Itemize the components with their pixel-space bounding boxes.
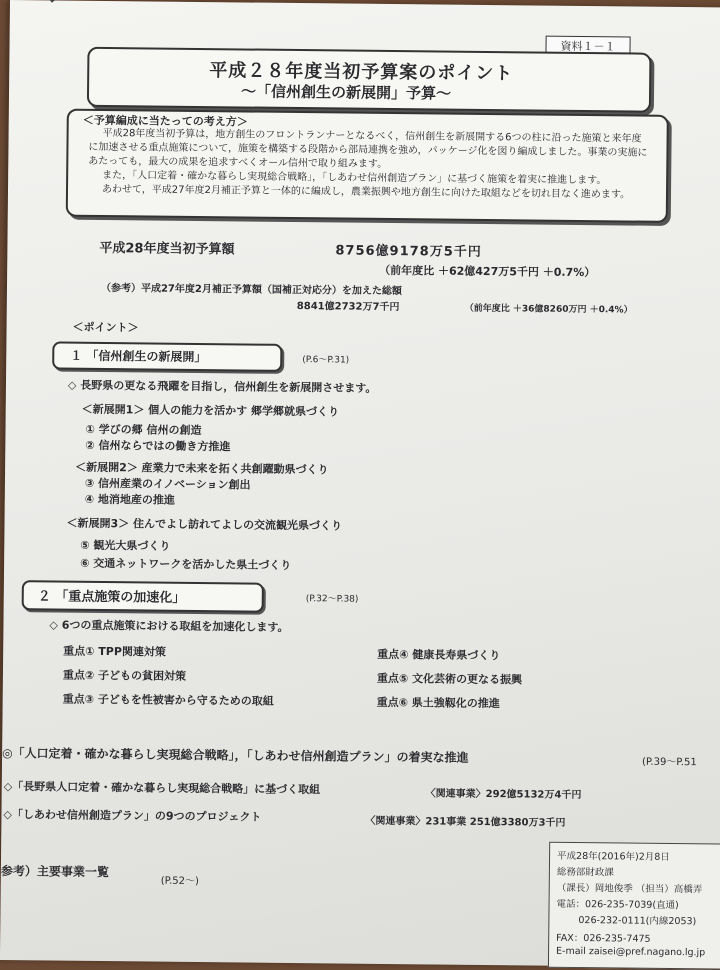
appendix-pages: (P.52～): [160, 875, 200, 888]
reference-label: （参考）平成27年度2月補正予算額（国補正対応分）を加えた総額: [100, 282, 402, 298]
expansion-3-heading: ＜新展開3＞ 住んでよし訪れてよしの交流観光県づくり: [66, 516, 343, 533]
expansion-3-item-1: ⑤ 観光大県づくり: [80, 538, 171, 553]
expansion-2-heading: ＜新展開2＞ 産業力で未来を拓く共創躍動県づくり: [75, 460, 329, 477]
section3-row-1-related: 〈関連事業〉292億5132万4千円: [425, 788, 582, 802]
contact-email: E-mail zaisei@pref.nagano.lg.jp: [556, 945, 706, 959]
contact-dept: 総務部財政課: [556, 866, 614, 879]
basis-paragraph-1: 平成28年度当初予算は，地方創生のフロントランナーとなるべく，信州創生を新展開する6つの柱に沿った施策と来年度に加速させる重点施策について，施策を構築する段階から部局連携を強め，パッケージ化を図り編成しました。事業の実施にあたっても，最大の成果を追求すべくオール信州で取り組みます。: [88, 127, 648, 170]
budget-label: 平成28年度当初予算額: [99, 240, 235, 258]
contact-phone: 電話：026-235-7039(直通): [556, 898, 679, 912]
appendix-title: 参考）主要事業一覧: [0, 863, 109, 880]
reference-value: 8841億2732万7千円: [296, 301, 400, 314]
section3-pages: (P.39～P.51: [641, 756, 697, 769]
section3-row-1: ◇「長野県人口定着・確かな暮らし実現総合戦略」に基づく取組: [3, 779, 321, 797]
expansion-1-item-1: ① 学びの郷 信州の創造: [85, 422, 202, 438]
priority-5: 重点⑤ 文化芸術の更なる振興: [376, 671, 523, 687]
reference-ratio: （前年度比 ＋36億8260万円 ＋0.4%）: [464, 303, 633, 316]
contact-persons: （課長）岡地俊季 （担当）高橋弄: [556, 882, 703, 896]
section1-title: １ 「信州創生の新展開」: [70, 348, 207, 365]
expansion-2-item-2: ④ 地消地産の推進: [84, 492, 175, 507]
section2-intro: ◇ 6つの重点施策における取組を加速化します。: [49, 618, 289, 634]
priority-3: 重点③ 子どもを性被害から守るための取組: [62, 692, 274, 708]
section1-pages: (P.6～P.31): [302, 355, 350, 366]
priority-4: 重点④ 健康長寿県づくり: [377, 647, 501, 663]
basis-heading: ＜予算編成に当たっての考え方＞: [82, 113, 248, 129]
contact-date: 平成28年(2016年)2月8日: [557, 850, 670, 863]
doc-number-badge: 資料１－１: [545, 36, 630, 57]
contact-fax: FAX：026-235-7475: [556, 932, 651, 945]
priority-1: 重点① TPP関連対策: [63, 644, 167, 659]
pen-mark: [50, 0, 74, 3]
basis-paragraph-2: また，「人口定着・確かな暮らし実現総合戦略」，「しあわせ信州創造プラン」に基づく施策を着実に推進します。: [102, 169, 607, 187]
section3-title: ◎「人口定着・確かな暮らし実現総合戦略」，「しあわせ信州創造プラン」の着実な推進: [2, 745, 469, 765]
points-heading: ＜ポイント＞: [72, 320, 139, 335]
section2-title: ２ 「重点施策の加速化」: [37, 589, 186, 606]
page-title: 平成２８年度当初予算案のポイント: [209, 60, 514, 85]
expansion-1-heading: ＜新展開1＞ 個人の能力を活かす 郷学郷就県づくり: [81, 402, 340, 419]
section2-pages: (P.32～P.38): [305, 594, 359, 605]
priority-2: 重点② 子どもの貧困対策: [62, 668, 187, 683]
expansion-1-item-2: ② 信州ならではの働き方推進: [85, 438, 231, 454]
budget-value: 8756億9178万5千円: [335, 243, 482, 260]
page-subtitle: ～「信州創生の新展開」予算～: [240, 82, 452, 103]
expansion-2-item-1: ③ 信州産業のイノベーション創出: [84, 476, 251, 492]
basis-paragraph-3: あわせて，平成27年度2月補正予算と一体的に編成し，農業振興や地方創生に向けた取組などを切れ目なく進めます。: [101, 183, 631, 201]
section3-row-2-related: 〈関連事業〉231事業 251億3380万3千円: [365, 815, 566, 829]
section3-row-2: ◇「しあわせ信州創造プラン」の9つのプロジェクト: [3, 807, 262, 824]
budget-ratio: （前年度比 ＋62億427万5千円 ＋0.7%）: [379, 263, 596, 280]
priority-6: 重点⑥ 県土強靱化の推進: [376, 695, 500, 711]
section1-intro: ◇ 長野県の更なる飛躍を目指し，信州創生を新展開させます。: [67, 378, 377, 395]
contact-phone-ext: 026-232-0111(内線2053): [578, 915, 697, 928]
expansion-3-item-2: ⑥ 交通ネットワークを活かした県土づくり: [80, 556, 292, 572]
